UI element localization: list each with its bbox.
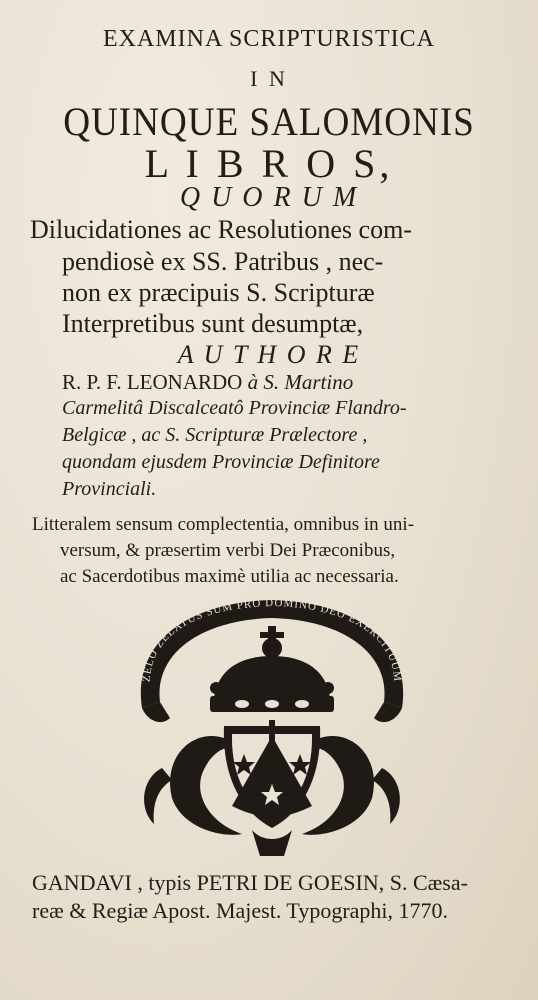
title-line-6: Dilucidationes ac Resolutiones com- <box>30 215 412 244</box>
author-line-5: Provinciali. <box>62 478 157 500</box>
description-line-2: versum, & præsertim verbi Dei Præconibus, <box>60 540 396 561</box>
imprint-line-1: GANDAVI , typis PETRI DE GOESIN, S. Cæsa- <box>32 870 468 895</box>
carmelite-coat-of-arms-icon <box>132 598 412 860</box>
description-line-1: Litteralem sensum complectentia, omnibus in uni- <box>32 514 415 535</box>
title-line-9: Interpretibus sunt desumptæ, <box>62 309 364 338</box>
emblem-motto: ZELO ZELATUS SUM PRO DOMINO DEO EXERCITUUM <box>140 598 404 683</box>
title-line-1: EXAMINA SCRIPTURISTICA <box>102 26 436 52</box>
title-line-4: L I B R O S, <box>144 141 394 186</box>
title-line-8: non ex præcipuis S. Scripturæ <box>62 278 375 307</box>
title-line-3: QUINQUE SALOMONIS <box>63 99 475 144</box>
title-line-5: Q U O R U M <box>179 182 359 213</box>
description-line-3: ac Sacerdotibus maximè utilia ac necessaria. <box>60 566 399 587</box>
author-name-rest: à S. Martino <box>247 370 354 394</box>
title-line-7: pendiosè ex SS. Patribus , nec- <box>62 247 384 276</box>
imprint-line-2: reæ & Regiæ Apost. Majest. Typographi, 1770. <box>32 898 449 923</box>
author-line-1 <box>62 370 353 395</box>
author-name-caps: R. P. F. LEONARDO <box>62 370 243 394</box>
author-line-4: quondam ejusdem Provinciæ Definitore <box>62 451 380 473</box>
author-line-3: Belgicæ , ac S. Scripturæ Prælectore , <box>62 424 368 446</box>
title-line-2: I N <box>250 66 288 91</box>
author-line-2: Carmelitâ Discalceatô Provinciæ Flandro- <box>62 397 407 419</box>
title-line-10: A U T H O R E <box>177 340 361 369</box>
